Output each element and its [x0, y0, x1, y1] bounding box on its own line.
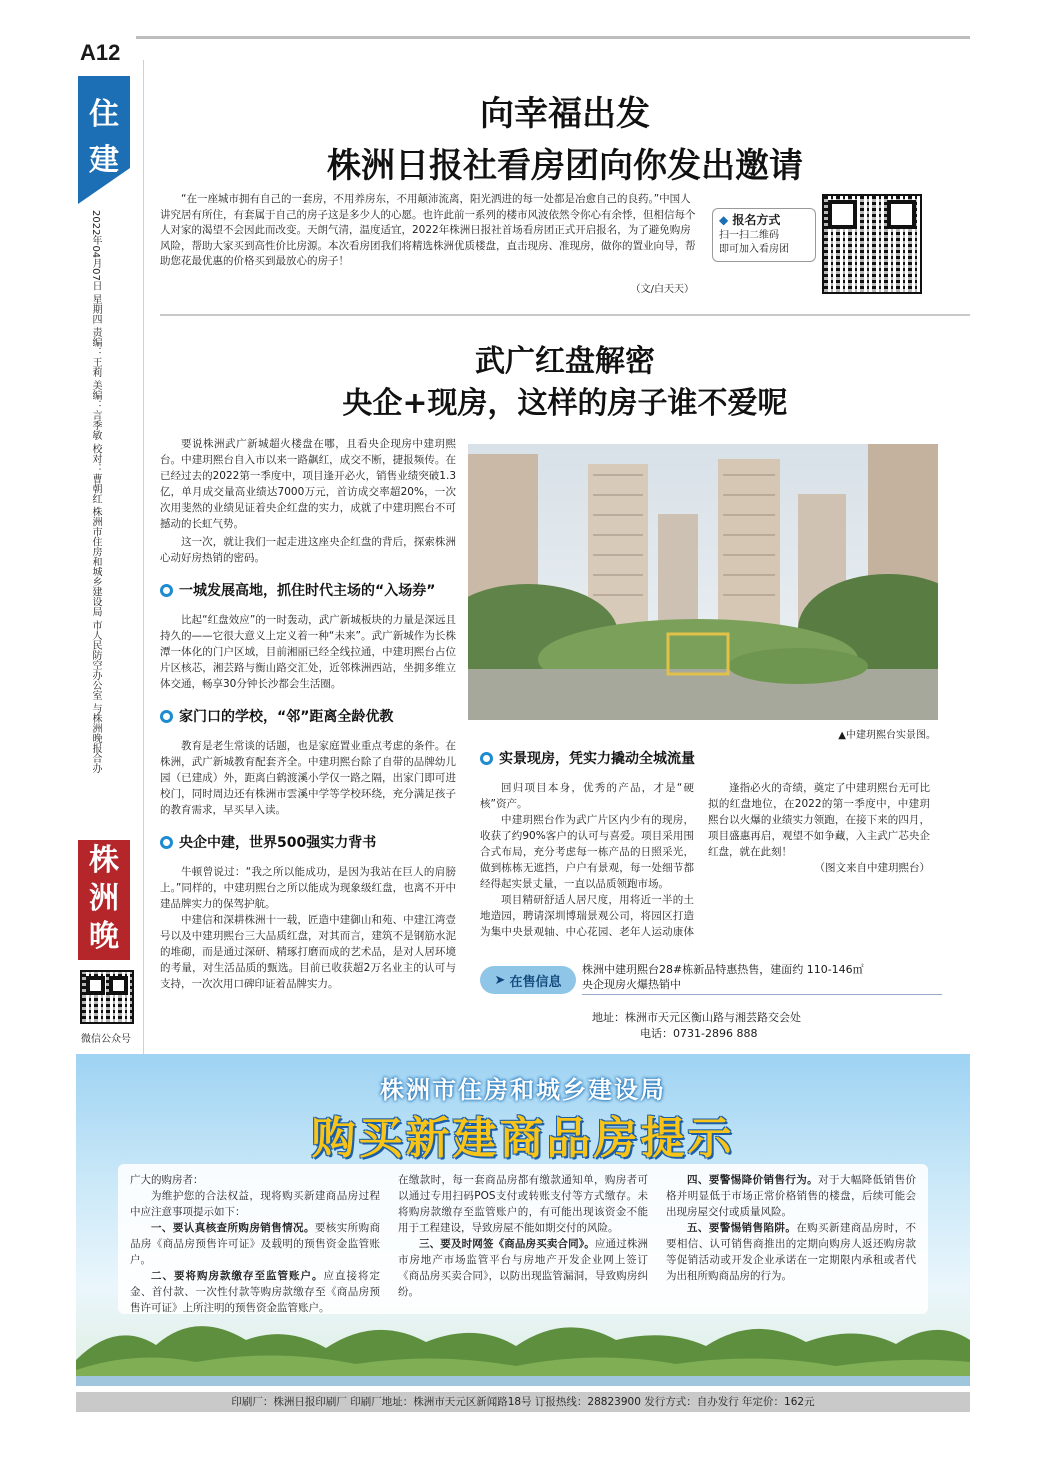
article2-p1: 要说株洲武广新城超火楼盘在哪，且看央企现房中建玥熙台。中建玥熙台自入市以来一路飙红，成交不断，捷报频传。在已经过去的2022第一季度中，项目逢开必火，销售业绩突破1.3亿，单月成交量高业绩达7000万元，首访成交率超20%，一次次用斐然的业绩见证着央企红盘的实力，成就了中建玥熙台不可撼动的长虹气势。 [160, 438, 456, 530]
signup-title: ◆ 报名方式 [719, 213, 809, 227]
project-photo [468, 444, 938, 720]
notice-item-1-body: 要核实所购商品房《商品房预售许可证》及载明的预售资金监管账户。 [130, 1222, 380, 1266]
article2-left-column [160, 436, 456, 992]
subhead-4 [480, 748, 938, 768]
section-tag-notch [78, 168, 130, 204]
photo-caption: ▲中建玥熙台实景图。 [838, 730, 936, 741]
article2-p3: 比起“红盘效应”的一时轰动，武广新城板块的力量是深远且持久的——它很大意义上定义着一种“未来”。武广新城作为长株潭一体化的门户区域，目前湘丽已经全线拉通，中建玥熙台占位片区核芯，湘芸路与衡山路交汇处，近邻株洲西站，坐拥多维立体交通，畅享30分钟长沙都会生活圈。 [160, 614, 456, 690]
bullet-circle-icon [160, 710, 173, 723]
sale-line2: 央企现房火爆热销中 [582, 978, 681, 991]
article1-title-line2: 株洲日报社看房团向你发出邀请 [327, 146, 803, 186]
signup-line1: 扫一扫二维码 [719, 230, 779, 241]
on-sale-info [582, 962, 942, 995]
bullet-circle-icon [160, 836, 173, 849]
article2-title-line1: 武广红盘解密 [475, 344, 655, 379]
article2-title-line2: 央企+现房，这样的房子谁不爱呢 [342, 386, 788, 421]
notice-panel [118, 1164, 928, 1314]
section-char-1: 住 [89, 97, 119, 132]
article2-p7: 回归项目本身，优秀的产品，才是“硬核”资产。 [480, 782, 694, 810]
notice-item-5 [666, 1220, 916, 1284]
notice-item-2-body: 应直接将定金、首付款、一次性付款等购房款缴存至《商品房预售许可证》上所注明的预售资金监管账户。 [130, 1270, 380, 1314]
notice-col-3 [666, 1172, 916, 1284]
notice-lead: 为维护您的合法权益，现将购买新建商品房过程中应注意事项提示如下： [130, 1190, 380, 1218]
notice-item-3 [398, 1236, 648, 1300]
logo-char-3: 晚 [89, 919, 119, 954]
notice-item-3-body: 应通过株洲市房地产市场监管平台与房地产开发企业网上签订《商品房买卖合同》，以防出现监管漏洞，导致购房纠纷。 [398, 1238, 649, 1298]
subhead-2 [160, 706, 456, 726]
project-photo-illustration [468, 444, 938, 720]
wechat-label: 微信公众号 [81, 1034, 131, 1045]
signup-qr-code-icon[interactable] [822, 194, 922, 294]
notice-item-2-head: 二、要将购房款缴存至监管账户。 [151, 1270, 324, 1282]
wechat-qr-code-icon[interactable] [80, 970, 134, 1024]
on-sale-label-text: 在售信息 [509, 974, 562, 990]
print-footer: 印刷厂：株洲日报印刷厂 印刷厂地址：株洲市天元区新闻路18号 订报热线：28823900 发行方式：自办发行 年定价：162元 [76, 1392, 970, 1412]
top-rule [136, 36, 970, 39]
logo-char-2: 洲 [89, 881, 119, 916]
tree-line-illustration [76, 1300, 970, 1386]
notice-greeting: 广大的购房者： [130, 1174, 204, 1186]
notice-item-4-head: 四、要警惕降价销售行为。 [687, 1174, 819, 1186]
subhead-1-text: 一城发展高地，抓住时代主场的“入场券” [179, 583, 436, 599]
notice-item-3-head: 三、要及时网签《商品房买卖合同》。 [419, 1238, 595, 1250]
article2-col-a [480, 780, 694, 940]
subhead-3 [160, 832, 456, 852]
article2-p6: 中建信和深耕株洲十一载，匠造中建御山和苑、中建江湾壹号以及中建玥熙台三大品质红盘，对其而言，建筑不是钢筋水泥的堆砌，而是通过深研、精琢打磨而成的艺术品，是对人居环境的考量，对生活品质的甄选。目前已收获超2万名业主的认可与支持，一次次用口碑印证着品牌实力。 [160, 914, 456, 990]
article1-title-line1: 向幸福出发 [480, 94, 650, 134]
housing-notice-banner [76, 1054, 970, 1386]
notice-item-4-body: 对于大幅降低销售价格并明显低于市场正常价格销售的楼盘，后续可能会出现房屋交付或质量风险。 [666, 1174, 917, 1218]
article2-col-b [708, 780, 930, 940]
notice-org: 株洲市住房和城乡建设局 [380, 1076, 666, 1104]
project-address: 地址：株洲市天元区衡山路与湘芸路交会处 [592, 1011, 801, 1024]
issue-meta: 2022年04月07日 星期四 责编：王莉 美编：言季敏 校对：曹朝红 株洲市住房和城乡建设局 市人民防空办公室 与株洲晚报合办 [90, 210, 101, 774]
article2-p4: 教育是老生常谈的话题，也是家庭置业重点考虑的条件。在株洲，武广新城教育配套齐全。中建玥熙台除了自带的品牌幼儿园（已建成）外，距离白鹤渡溪小学仅一路之隔，出家门即可进校门，同时周边还有株洲市雲溪中学等学校环绕，充分满足孩子的教育需求，早买早入读。 [160, 740, 456, 816]
bullet-circle-icon [480, 752, 493, 765]
article2-p2: 这一次，就让我们一起走进这座央企红盘的背后，探索株洲心动好房热销的密码。 [160, 536, 456, 564]
subhead-3-text: 央企中建，世界500强实力背书 [179, 835, 377, 851]
notice-col-1 [130, 1172, 380, 1316]
article2-p9: 项目精研舒适人居尺度，用将近一半的土地造园，聘请深圳博瑞景观公司，将园区打造为集中央景观轴、中心花园、老年人运动康体 [480, 894, 694, 938]
section-char-2: 建 [89, 143, 119, 178]
notice-payment-text: 在缴款时，每一套商品房都有缴款通知单，购房者可以通过专用扫码POS支付或转账支付等方式缴存。未将购房款缴存至监管账户的，有可能出现该资金不能用于工程建设，导致房屋不能如期交付的风险。 [398, 1174, 648, 1234]
article1-source: （文/白天天） [630, 284, 694, 295]
article2-p8: 中建玥熙台作为武广片区内少有的现房，收获了约90%客户的认可与喜爱。项目采用围合式布局，充分考虑每一栋产品的日照采光，做到栋栋无遮挡，户户有景观，每一处细节都经得起实景丈量，一直以品质领跑市场。 [480, 814, 694, 890]
article2-right-columns [480, 780, 938, 940]
notice-title: 购买新建商品房提示 [311, 1113, 735, 1164]
contact-info [582, 1010, 942, 1042]
subhead-1 [160, 580, 456, 600]
page-number: A12 [80, 40, 121, 65]
signup-box [712, 208, 816, 262]
on-sale-label [480, 966, 576, 994]
bullet-circle-icon [160, 584, 173, 597]
signup-line2: 即可加入看房团 [719, 244, 789, 255]
column-rule [143, 60, 144, 1060]
section-divider [160, 314, 970, 316]
notice-item-5-head: 五、要警惕销售陷阱。 [687, 1222, 797, 1234]
project-phone: 电话：0731-2896 888 [640, 1027, 758, 1040]
zhuzhou-evening-news-logo [78, 840, 130, 960]
article2-right-block [480, 748, 938, 940]
notice-item-5-body: 在购买新建商品房时，不要相信、认可销售商推出的定期向购房人返还购房款等促销活动或开发企业承诺在一定期限内承租或者代为出租所购商品房的行为。 [666, 1222, 916, 1282]
notice-item-4 [666, 1172, 916, 1220]
article2-image-source: （图文来自中建玥熙台） [814, 862, 930, 874]
logo-char-1: 株 [89, 843, 119, 878]
article1-intro: “在一座城市拥有自己的一套房，不用养房东，不用颠沛流离，阳光洒进的每一处都是冶愈自己的良药。”中国人讲究居有所住，有套属于自己的房子这是多少人的心愿。也许此前一系列的楼市风波依然令你心有余悸，但相信每个人对家的渴望不会因此而改变。天朗气清，温度适宜，2022年株洲日报社首场看房团正式开启报名，为了避免购房风险，帮助大家买到高性价比房源。本次看房团我们将精选株洲优质楼盘，直击现房、准现房，做你的置业向导，帮助您花最优惠的价格买到最放心的房子！ [160, 193, 696, 267]
article2-p10: 逢指必火的奇绩，奠定了中建玥熙台无可比拟的红盘地位，在2022的第一季度中，中建玥熙台以火爆的业绩实力领跑，在接下来的四月，项目盛惠再启，观望不如争藏，入主武广芯央企红盘，就在此刻！ [708, 782, 930, 858]
subhead-4-text: 实景现房，凭实力撬动全城流量 [499, 751, 695, 767]
subhead-2-text: 家门口的学校，“邻”距离全龄优教 [179, 709, 394, 725]
notice-col-2 [398, 1172, 648, 1300]
notice-item-1 [130, 1220, 380, 1268]
sale-arrow-icon: ➤ [494, 972, 506, 988]
article2-p5: 牛顿曾说过：“我之所以能成功，是因为我站在巨人的肩膀上。”同样的，中建玥熙台之所以能成为现象级红盘，也离不开中建品牌实力的保驾护航。 [160, 866, 456, 910]
sale-line1: 株洲中建玥熙台28#栋新品特惠热售，建面约 110-146㎡ [582, 963, 864, 976]
notice-item-1-head: 一、要认真核查所购房销售情况。 [151, 1222, 315, 1234]
